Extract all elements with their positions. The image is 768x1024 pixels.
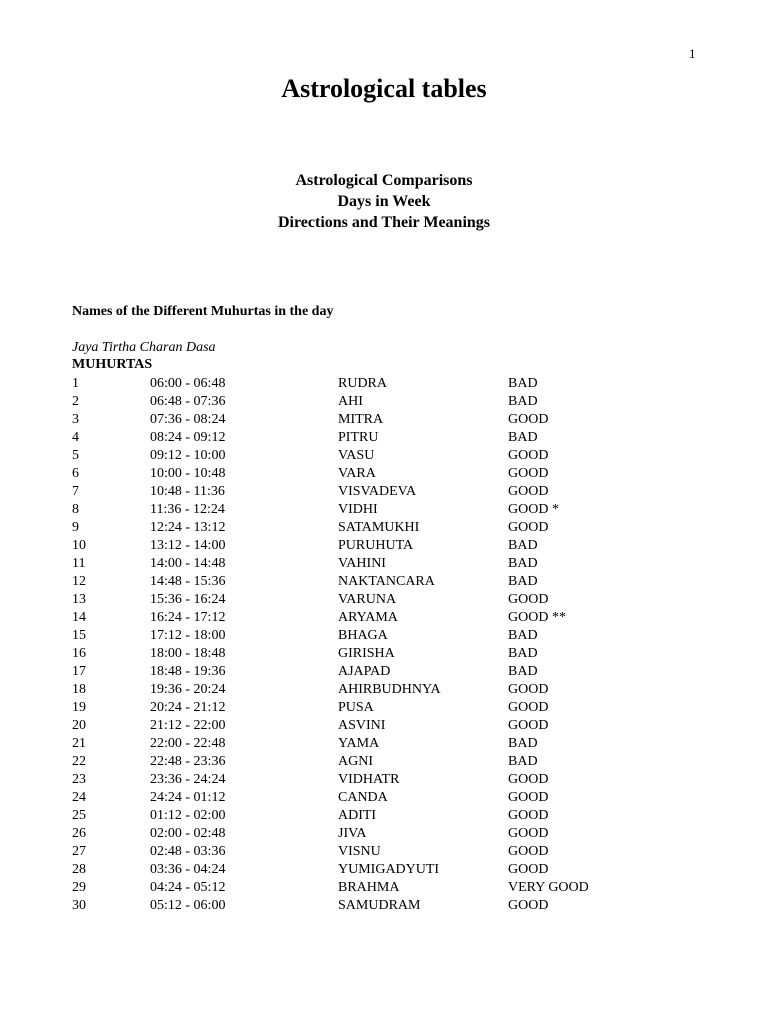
muhurta-quality: GOOD [508, 772, 549, 787]
muhurta-name: AHIRBUDHNYA [338, 682, 441, 697]
author-name: Jaya Tirtha Charan Dasa [72, 340, 216, 355]
muhurta-number: 22 [72, 754, 86, 769]
muhurta-quality: BAD [508, 754, 538, 769]
muhurta-number: 28 [72, 862, 86, 877]
muhurta-number: 24 [72, 790, 86, 805]
muhurta-name: ADITI [338, 808, 377, 823]
muhurta-name: VISVADEVA [338, 484, 417, 499]
subtitle-line: Directions and Their Meanings [277, 214, 491, 231]
muhurta-quality: BAD [508, 376, 538, 391]
table-row [72, 447, 632, 465]
muhurta-number: 25 [72, 808, 86, 823]
muhurta-name: VARA [338, 466, 376, 481]
muhurta-name: ARYAMA [338, 610, 398, 625]
muhurta-name: YUMIGADYUTI [338, 862, 440, 877]
muhurta-time: 03:36 - 04:24 [150, 862, 226, 877]
table-row [72, 699, 632, 717]
muhurta-quality: BAD [508, 736, 538, 751]
table-row [72, 375, 632, 393]
muhurta-time: 07:36 - 08:24 [150, 412, 226, 427]
muhurta-time: 22:48 - 23:36 [150, 754, 226, 769]
muhurta-time: 06:48 - 07:36 [150, 394, 226, 409]
table-row [72, 645, 632, 663]
muhurta-number: 12 [72, 574, 86, 589]
muhurta-time: 14:00 - 14:48 [150, 556, 226, 571]
muhurta-time: 21:12 - 22:00 [150, 718, 226, 733]
page-title: Astrological tables [281, 74, 487, 103]
muhurta-number: 7 [72, 484, 79, 499]
muhurta-name: VASU [338, 448, 375, 463]
muhurta-name: BRAHMA [338, 880, 400, 895]
table-row [72, 519, 632, 537]
muhurta-time: 18:48 - 19:36 [150, 664, 226, 679]
muhurta-quality: BAD [508, 574, 538, 589]
table-row [72, 753, 632, 771]
muhurta-quality: GOOD [508, 520, 549, 535]
table-row [72, 897, 632, 915]
subtitle-line: Days in Week [337, 193, 431, 210]
table-row [72, 789, 632, 807]
muhurta-quality: VERY GOOD [508, 880, 589, 895]
muhurta-quality: GOOD [508, 898, 549, 913]
muhurta-quality: BAD [508, 664, 538, 679]
muhurta-number: 6 [72, 466, 79, 481]
muhurta-time: 12:24 - 13:12 [150, 520, 226, 535]
muhurta-name: PUSA [338, 700, 374, 715]
muhurta-quality: GOOD [508, 700, 549, 715]
table-row [72, 807, 632, 825]
muhurta-number: 5 [72, 448, 79, 463]
table-row [72, 663, 632, 681]
muhurta-time: 17:12 - 18:00 [150, 628, 226, 643]
muhurta-number: 30 [72, 898, 86, 913]
muhurta-time: 04:24 - 05:12 [150, 880, 226, 895]
muhurta-name: VIDHATR [338, 772, 400, 787]
table-row [72, 717, 632, 735]
table-row [72, 843, 632, 861]
muhurta-number: 18 [72, 682, 86, 697]
muhurta-name: VIDHI [338, 502, 378, 517]
muhurta-quality: GOOD [508, 592, 549, 607]
table-row [72, 393, 632, 411]
subtitle-block [0, 170, 768, 233]
muhurta-time: 22:00 - 22:48 [150, 736, 226, 751]
muhurta-name: SATAMUKHI [338, 520, 420, 535]
muhurta-name: PURUHUTA [338, 538, 414, 553]
muhurta-time: 11:36 - 12:24 [150, 502, 225, 517]
table-row [72, 681, 632, 699]
muhurta-time: 14:48 - 15:36 [150, 574, 226, 589]
muhurta-number: 14 [72, 610, 86, 625]
table-row [72, 537, 632, 555]
muhurta-quality: BAD [508, 430, 538, 445]
muhurta-quality: BAD [508, 628, 538, 643]
table-row [72, 411, 632, 429]
muhurta-time: 19:36 - 20:24 [150, 682, 226, 697]
table-row [72, 825, 632, 843]
muhurta-time: 05:12 - 06:00 [150, 898, 226, 913]
muhurta-number: 15 [72, 628, 86, 643]
table-row [72, 465, 632, 483]
muhurta-time: 24:24 - 01:12 [150, 790, 226, 805]
muhurta-number: 1 [72, 376, 79, 391]
table-row [72, 771, 632, 789]
muhurta-quality: GOOD [508, 826, 549, 841]
muhurta-number: 29 [72, 880, 86, 895]
muhurta-name: VISNU [338, 844, 381, 859]
muhurta-time: 20:24 - 21:12 [150, 700, 226, 715]
table-row [72, 609, 632, 627]
muhurta-quality: GOOD [508, 466, 549, 481]
muhurta-time: 18:00 - 18:48 [150, 646, 226, 661]
muhurta-number: 4 [72, 430, 79, 445]
muhurta-number: 10 [72, 538, 86, 553]
muhurta-quality: GOOD [508, 808, 549, 823]
muhurta-time: 13:12 - 14:00 [150, 538, 226, 553]
table-row [72, 573, 632, 591]
muhurta-name: AJAPAD [338, 664, 391, 679]
muhurta-quality: BAD [508, 646, 538, 661]
table-row [72, 591, 632, 609]
muhurta-time: 02:00 - 02:48 [150, 826, 226, 841]
muhurta-number: 11 [72, 556, 86, 571]
muhurta-time: 06:00 - 06:48 [150, 376, 226, 391]
muhurta-number: 13 [72, 592, 86, 607]
muhurta-time: 10:48 - 11:36 [150, 484, 225, 499]
muhurta-name: AGNI [338, 754, 373, 769]
section-heading: Names of the Different Muhurtas in the day [72, 304, 334, 319]
muhurta-name: BHAGA [338, 628, 388, 643]
muhurta-name: VARUNA [338, 592, 397, 607]
muhurta-number: 21 [72, 736, 86, 751]
table-row [72, 483, 632, 501]
muhurta-number: 16 [72, 646, 86, 661]
muhurta-time: 01:12 - 02:00 [150, 808, 226, 823]
muhurta-name: ASVINI [338, 718, 386, 733]
muhurta-quality: GOOD [508, 484, 549, 499]
muhurta-number: 26 [72, 826, 86, 841]
muhurta-time: 08:24 - 09:12 [150, 430, 226, 445]
page-number: 1 [689, 46, 696, 61]
muhurta-name: VAHINI [338, 556, 386, 571]
muhurta-quality: GOOD [508, 862, 549, 877]
table-caption: MUHURTAS [72, 357, 153, 372]
muhurta-quality: GOOD [508, 682, 549, 697]
muhurta-number: 8 [72, 502, 79, 517]
muhurta-time: 23:36 - 24:24 [150, 772, 226, 787]
muhurta-number: 17 [72, 664, 86, 679]
muhurta-table [72, 375, 632, 915]
muhurta-number: 27 [72, 844, 86, 859]
table-row [72, 735, 632, 753]
muhurta-time: 16:24 - 17:12 [150, 610, 226, 625]
muhurta-number: 3 [72, 412, 79, 427]
muhurta-time: 10:00 - 10:48 [150, 466, 226, 481]
table-row [72, 861, 632, 879]
table-row [72, 879, 632, 897]
muhurta-name: JIVA [338, 826, 367, 841]
muhurta-quality: GOOD [508, 448, 549, 463]
muhurta-number: 9 [72, 520, 79, 535]
muhurta-quality: BAD [508, 538, 538, 553]
table-row [72, 429, 632, 447]
muhurta-time: 15:36 - 16:24 [150, 592, 226, 607]
table-row [72, 555, 632, 573]
muhurta-quality: GOOD [508, 718, 549, 733]
muhurta-name: GIRISHA [338, 646, 395, 661]
muhurta-time: 09:12 - 10:00 [150, 448, 226, 463]
muhurta-number: 2 [72, 394, 79, 409]
table-row [72, 501, 632, 519]
muhurta-name: YAMA [338, 736, 380, 751]
muhurta-quality: GOOD * [508, 502, 559, 517]
muhurta-name: SAMUDRAM [338, 898, 421, 913]
muhurta-name: AHI [338, 394, 363, 409]
subtitle-line: Astrological Comparisons [295, 172, 473, 189]
muhurta-quality: GOOD [508, 790, 549, 805]
table-row [72, 627, 632, 645]
muhurta-name: CANDA [338, 790, 388, 805]
muhurta-number: 20 [72, 718, 86, 733]
muhurta-name: MITRA [338, 412, 384, 427]
muhurta-time: 02:48 - 03:36 [150, 844, 226, 859]
muhurta-quality: BAD [508, 556, 538, 571]
muhurta-number: 23 [72, 772, 86, 787]
muhurta-quality: GOOD ** [508, 610, 566, 625]
muhurta-name: NAKTANCARA [338, 574, 435, 589]
muhurta-quality: GOOD [508, 412, 549, 427]
muhurta-number: 19 [72, 700, 86, 715]
muhurta-name: RUDRA [338, 376, 388, 391]
muhurta-quality: GOOD [508, 844, 549, 859]
muhurta-name: PITRU [338, 430, 379, 445]
muhurta-quality: BAD [508, 394, 538, 409]
